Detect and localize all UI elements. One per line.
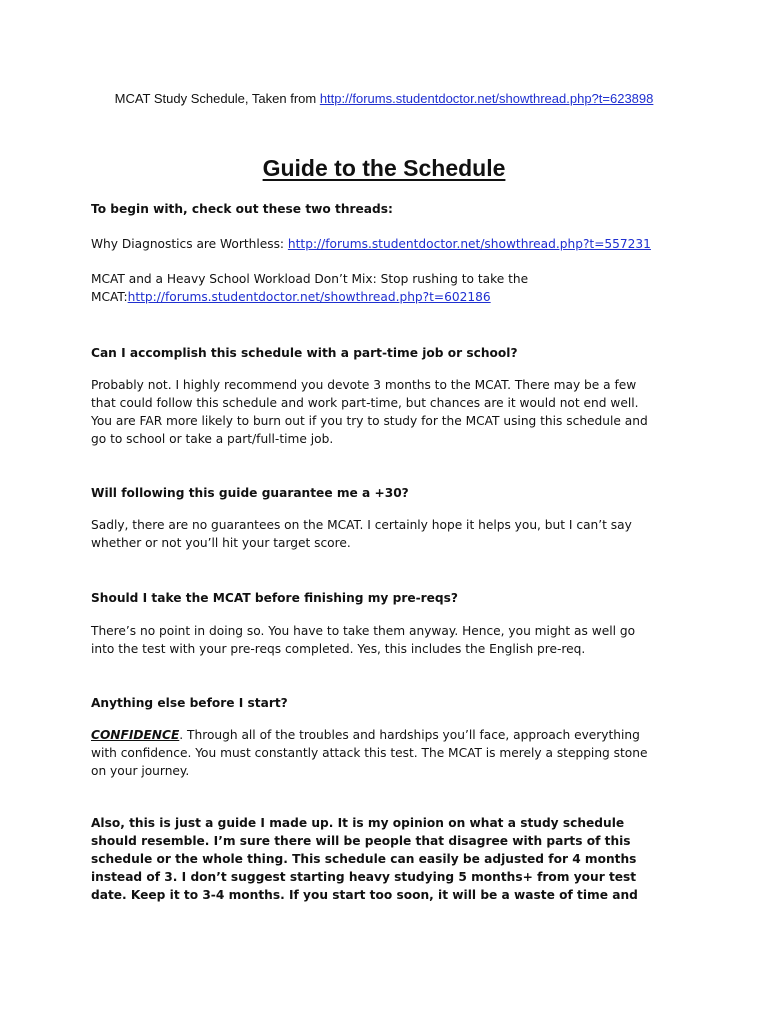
answer-line: There’s no point in doing so. You have to take them anyway. Hence, you might as well go <box>91 624 636 638</box>
thread-1 <box>91 235 691 253</box>
closing-paragraph <box>91 814 691 904</box>
thread-1-label: Why Diagnostics are Worthless: <box>91 237 288 251</box>
faq-answer <box>91 376 691 448</box>
source-link[interactable]: http://forums.studentdoctor.net/showthread.php?t=623898 <box>319 91 654 106</box>
thread-2 <box>91 270 691 306</box>
closing-line: should resemble. I’m sure there will be people that disagree with parts of this <box>91 834 631 848</box>
faq-answer <box>91 622 691 658</box>
answer-text: . Through all of the troubles and hardships you’ll face, approach everything <box>179 728 640 742</box>
question-text: Will following this guide guarantee me a +30? <box>91 486 409 500</box>
question-text: Anything else before I start? <box>91 696 288 710</box>
thread-1-link[interactable]: http://forums.studentdoctor.net/showthread.php?t=557231 <box>287 237 651 251</box>
thread-2-link[interactable]: http://forums.studentdoctor.net/showthread.php?t=602186 <box>127 290 491 304</box>
answer-line: into the test with your pre-reqs completed. Yes, this includes the English pre-req. <box>91 642 586 656</box>
faq-answer <box>91 726 691 780</box>
question-text: Can I accomplish this schedule with a part-time job or school? <box>91 346 518 360</box>
faq-question <box>91 587 691 607</box>
faq-answer <box>91 516 691 552</box>
page-title: Guide to the Schedule <box>262 155 506 181</box>
closing-line: Also, this is just a guide I made up. It is my opinion on what a study schedule <box>91 816 625 830</box>
faq-question <box>91 482 691 502</box>
faq-question <box>91 342 691 362</box>
closing-line: date. Keep it to 3-4 months. If you start too soon, it will be a waste of time and <box>91 888 638 902</box>
answer-line: Sadly, there are no guarantees on the MCAT. I certainly hope it helps you, but I can’t say <box>91 518 632 532</box>
answer-line: with confidence. You must constantly attack this test. The MCAT is merely a stepping stone <box>91 746 648 760</box>
intro-section <box>91 200 691 218</box>
question-text: Should I take the MCAT before finishing my pre-reqs? <box>91 591 458 605</box>
closing-line: instead of 3. I don’t suggest starting heavy studying 5 months+ from your test <box>91 870 637 884</box>
confidence-word: CONFIDENCE <box>91 728 180 742</box>
intro-heading: To begin with, check out these two threads: <box>91 202 393 216</box>
source-line <box>0 91 768 106</box>
answer-line: on your journey. <box>91 764 190 778</box>
closing-line: schedule or the whole thing. This schedule can easily be adjusted for 4 months <box>91 852 637 866</box>
faq-question <box>91 692 691 712</box>
source-prefix: MCAT Study Schedule, Taken from <box>114 91 320 106</box>
answer-line: that could follow this schedule and work part-time, but chances are it would not end well. <box>91 396 639 410</box>
answer-line: Probably not. I highly recommend you devote 3 months to the MCAT. There may be a few <box>91 378 637 392</box>
answer-line: whether or not you’ll hit your target score. <box>91 536 351 550</box>
thread-2-title: MCAT and a Heavy School Workload Don’t Mix: Stop rushing to take the <box>91 272 529 286</box>
answer-line: You are FAR more likely to burn out if you try to study for the MCAT using this schedule and <box>91 414 648 428</box>
thread-2-label: MCAT: <box>91 290 128 304</box>
answer-line: go to school or take a part/full-time job. <box>91 432 334 446</box>
